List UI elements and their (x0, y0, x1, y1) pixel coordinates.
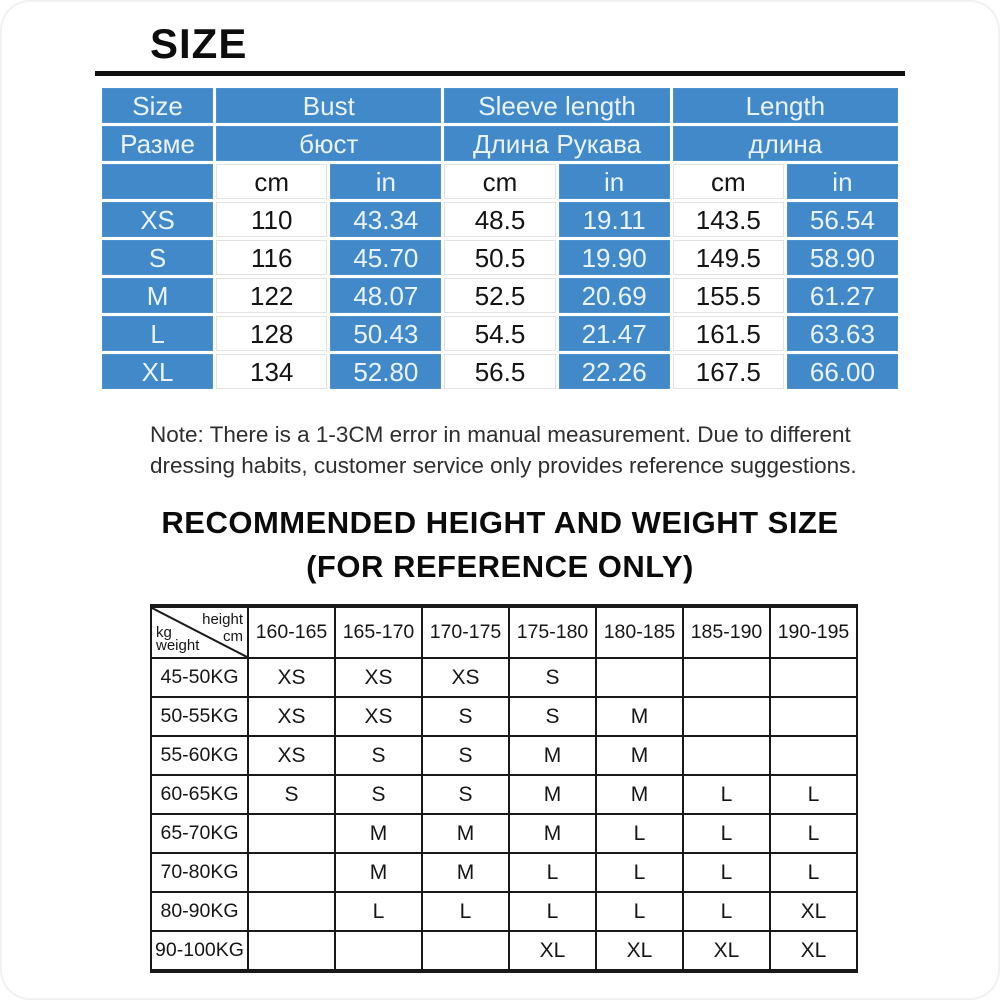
weight-range-label: 70-80KG (151, 853, 248, 892)
length-in-value: 56.54 (787, 202, 898, 237)
bust-in-value: 45.70 (330, 240, 441, 275)
page-title: SIZE (150, 20, 248, 67)
bust-cm-unit: cm (216, 164, 327, 199)
fit-row-50-55 (151, 697, 857, 736)
height-col-header: 170-175 (422, 606, 509, 658)
title-divider (95, 71, 905, 76)
sleeve-in-value: 20.69 (559, 278, 670, 313)
fit-cell: XL (596, 931, 683, 971)
fit-cell: M (596, 736, 683, 775)
fit-cell: L (770, 775, 857, 814)
fit-cell: L (596, 814, 683, 853)
sleeve-cm-value: 52.5 (444, 278, 555, 313)
height-col-header: 165-170 (335, 606, 422, 658)
height-col-header: 175-180 (509, 606, 596, 658)
corner-cm-label: cm (223, 628, 243, 645)
fit-cell: M (596, 775, 683, 814)
size-table-header-ru (102, 126, 898, 161)
fit-cell: XL (509, 931, 596, 971)
fit-cell: XL (683, 931, 770, 971)
length-in-unit: in (787, 164, 898, 199)
fit-cell: L (596, 892, 683, 931)
fit-cell: M (422, 853, 509, 892)
fit-cell (683, 697, 770, 736)
length-in-value: 63.63 (787, 316, 898, 351)
heading-line-2: (FOR REFERENCE ONLY) (306, 549, 694, 585)
sleeve-in-value: 19.11 (559, 202, 670, 237)
size-row-l (102, 316, 898, 351)
heading-line-1: RECOMMENDED HEIGHT AND WEIGHT SIZE (161, 505, 839, 540)
fit-cell: M (509, 775, 596, 814)
size-measurement-table (99, 85, 901, 392)
corner-kg-label: kg (156, 624, 172, 641)
header-bust-en: Bust (216, 88, 441, 123)
fit-row-70-80 (151, 853, 857, 892)
length-in-value: 66.00 (787, 354, 898, 389)
fit-cell (683, 658, 770, 697)
fit-cell: L (509, 892, 596, 931)
bust-in-value: 52.80 (330, 354, 441, 389)
fit-cell: XS (335, 658, 422, 697)
header-sleeve-en: Sleeve length (444, 88, 669, 123)
header-length-ru: длина (673, 126, 898, 161)
fit-cell: S (509, 697, 596, 736)
header-sleeve-ru: Длина Рукава (444, 126, 669, 161)
fit-row-60-65 (151, 775, 857, 814)
size-table-header-en (102, 88, 898, 123)
fit-cell: L (770, 814, 857, 853)
recommended-size-heading (0, 501, 1000, 589)
fit-cell: S (422, 775, 509, 814)
note-line-1: Note: There is a 1-3CM error in manual measurement. Due to different (150, 422, 851, 447)
sleeve-in-unit: in (559, 164, 670, 199)
fit-cell: S (422, 697, 509, 736)
fit-cell: L (335, 892, 422, 931)
fit-cell: L (509, 853, 596, 892)
bust-in-value: 48.07 (330, 278, 441, 313)
fit-cell: XS (422, 658, 509, 697)
height-weight-table (150, 604, 858, 973)
weight-range-label: 45-50KG (151, 658, 248, 697)
bust-cm-value: 134 (216, 354, 327, 389)
fit-cell: M (422, 814, 509, 853)
fit-cell (248, 853, 335, 892)
fit-cell: M (335, 814, 422, 853)
bust-cm-value: 122 (216, 278, 327, 313)
length-cm-value: 143.5 (673, 202, 784, 237)
length-in-value: 58.90 (787, 240, 898, 275)
fit-cell: L (683, 892, 770, 931)
bust-cm-value: 128 (216, 316, 327, 351)
fit-cell: XS (248, 697, 335, 736)
fit-cell: XL (770, 931, 857, 971)
sleeve-cm-value: 56.5 (444, 354, 555, 389)
size-label: M (102, 278, 213, 313)
header-length-en: Length (673, 88, 898, 123)
sleeve-cm-value: 50.5 (444, 240, 555, 275)
size-label: XS (102, 202, 213, 237)
size-row-s (102, 240, 898, 275)
bust-in-unit: in (330, 164, 441, 199)
fit-cell (422, 931, 509, 971)
height-col-header: 160-165 (248, 606, 335, 658)
fit-cell: M (509, 814, 596, 853)
sleeve-in-value: 19.90 (559, 240, 670, 275)
fit-cell: S (509, 658, 596, 697)
size-label: XL (102, 354, 213, 389)
fit-cell: M (596, 697, 683, 736)
header-size-ru: Разме (102, 126, 213, 161)
corner-header-cell (151, 606, 248, 658)
height-col-header: 180-185 (596, 606, 683, 658)
sleeve-in-value: 21.47 (559, 316, 670, 351)
sleeve-cm-value: 48.5 (444, 202, 555, 237)
weight-range-label: 80-90KG (151, 892, 248, 931)
bust-cm-value: 116 (216, 240, 327, 275)
fit-row-90-100 (151, 931, 857, 971)
fit-row-65-70 (151, 814, 857, 853)
fit-cell: L (596, 853, 683, 892)
note-line-2: dressing habits, customer service only provides reference suggestions. (150, 453, 857, 479)
fit-cell: S (335, 736, 422, 775)
fit-cell (770, 658, 857, 697)
size-row-xl (102, 354, 898, 389)
fit-cell (335, 931, 422, 971)
size-row-m (102, 278, 898, 313)
length-cm-value: 161.5 (673, 316, 784, 351)
fit-cell: M (509, 736, 596, 775)
length-cm-value: 155.5 (673, 278, 784, 313)
fit-cell (248, 892, 335, 931)
fit-cell (770, 697, 857, 736)
height-col-header: 185-190 (683, 606, 770, 658)
size-label: L (102, 316, 213, 351)
sleeve-cm-unit: cm (444, 164, 555, 199)
length-in-value: 61.27 (787, 278, 898, 313)
header-size-en: Size (102, 88, 213, 123)
fit-cell (770, 736, 857, 775)
fit-cell: S (248, 775, 335, 814)
header-bust-ru: бюст (216, 126, 441, 161)
weight-range-label: 65-70KG (151, 814, 248, 853)
weight-range-label: 60-65KG (151, 775, 248, 814)
fit-cell: M (335, 853, 422, 892)
sleeve-in-value: 22.26 (559, 354, 670, 389)
fit-cell: L (683, 814, 770, 853)
length-cm-value: 149.5 (673, 240, 784, 275)
fit-cell (248, 931, 335, 971)
fit-row-45-50 (151, 658, 857, 697)
bust-in-value: 43.34 (330, 202, 441, 237)
fit-cell (248, 814, 335, 853)
units-blank-cell (102, 164, 213, 199)
weight-range-label: 90-100KG (151, 931, 248, 971)
fit-cell: S (422, 736, 509, 775)
bust-in-value: 50.43 (330, 316, 441, 351)
fit-cell: L (770, 853, 857, 892)
measurement-note (150, 419, 857, 481)
corner-weight-label: weight (156, 637, 200, 654)
corner-height-label: height (202, 611, 243, 628)
fit-cell (596, 658, 683, 697)
fit-cell: XS (248, 658, 335, 697)
size-row-xs (102, 202, 898, 237)
weight-range-label: 50-55KG (151, 697, 248, 736)
height-col-header: 190-195 (770, 606, 857, 658)
length-cm-value: 167.5 (673, 354, 784, 389)
fit-cell: L (422, 892, 509, 931)
fit-row-55-60 (151, 736, 857, 775)
fit-row-80-90 (151, 892, 857, 931)
fit-cell: S (335, 775, 422, 814)
fit-cell: XS (335, 697, 422, 736)
fit-cell: XS (248, 736, 335, 775)
bust-cm-value: 110 (216, 202, 327, 237)
size-table-units-row (102, 164, 898, 199)
fit-cell (683, 736, 770, 775)
fit-table-header-row (151, 606, 857, 658)
fit-cell: L (683, 853, 770, 892)
length-cm-unit: cm (673, 164, 784, 199)
size-label: S (102, 240, 213, 275)
fit-cell: L (683, 775, 770, 814)
weight-range-label: 55-60KG (151, 736, 248, 775)
fit-cell: XL (770, 892, 857, 931)
sleeve-cm-value: 54.5 (444, 316, 555, 351)
